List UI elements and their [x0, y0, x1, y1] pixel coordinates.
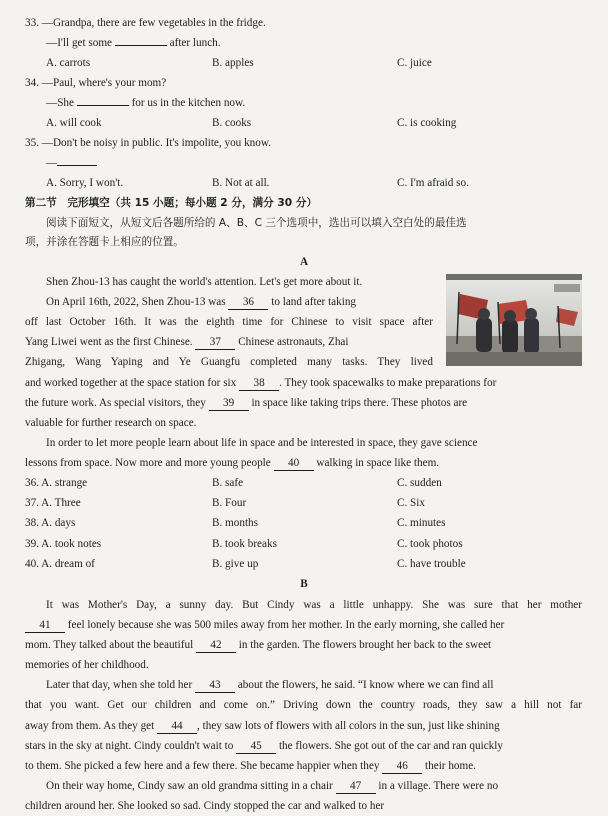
question-33-option-b[interactable]: B. apples [212, 57, 254, 69]
question-39-option-c[interactable]: C. took photos [397, 538, 463, 550]
question-33-option-c[interactable]: C. juice [397, 57, 432, 69]
question-38-option-b[interactable]: B. months [212, 517, 259, 529]
question-33-stem: 33. —Grandpa, there are few vegetables in the fridge. [25, 17, 266, 29]
blank-44[interactable]: 44 [157, 720, 197, 734]
question-34-reply: —She for us in the kitchen now. [46, 97, 246, 109]
question-36-option-a[interactable]: 36. A. strange [25, 477, 88, 489]
space-station-flags-photo [446, 274, 582, 366]
question-35-option-a[interactable]: A. Sorry, I won't. [46, 177, 124, 189]
question-37-option-c[interactable]: C. Six [397, 497, 425, 509]
passage-a-line-6: and worked together at the space station for six 38 . They took spacewalks to make preparations for [25, 377, 497, 389]
passage-a-line-5: Zhigang, Wang Yaping and Ye Guangfu completed many tasks. They lived [25, 356, 433, 368]
question-36-option-b[interactable]: B. safe [212, 477, 244, 489]
blank-41[interactable]: 41 [25, 619, 65, 633]
question-39-option-b[interactable]: B. took breaks [212, 538, 277, 550]
passage-b-line-2: 41 feel lonely because she was 500 miles away from her mother. In the early morning, she called her [25, 615, 504, 635]
question-36-option-c[interactable]: C. sudden [397, 477, 442, 489]
passage-b-line-6: that you want. Get our children and come on.” Driving down the country roads, they saw a hill not far [25, 699, 582, 711]
blank-45[interactable]: 45 [236, 740, 276, 754]
question-38-option-a[interactable]: 38. A. days [25, 517, 76, 529]
passage-b-line-7: away from them. As they get 44 , they saw lots of flowers with all colors in the sun, just like shining [25, 720, 500, 732]
question-40-option-b[interactable]: B. give up [212, 558, 259, 570]
question-34-option-c[interactable]: C. is cooking [397, 117, 457, 129]
section-title: 第二节 完形填空（共 15 小题；每小题 2 分，满分 30 分） [25, 197, 318, 209]
blank-34[interactable] [77, 105, 129, 106]
question-37-option-a[interactable]: 37. A. Three [25, 497, 81, 509]
passage-b-line-9: to them. She picked a few here and a few there. She became happier when they 46 their home. [25, 760, 476, 772]
passage-b-label: B [300, 578, 308, 590]
blank-40[interactable]: 40 [274, 457, 314, 471]
passage-a-line-4: Yang Liwei went as the first Chinese. 37 Chinese astronauts, Zhai [25, 336, 349, 348]
passage-b-line-8: stars in the sky at night. Cindy couldn't wait to 45 the flowers. She got out of the car and ran quickly [25, 740, 503, 752]
question-35-option-c[interactable]: C. I'm afraid so. [397, 177, 469, 189]
blank-47[interactable]: 47 [336, 780, 376, 794]
question-38-option-c[interactable]: C. minutes [397, 517, 446, 529]
passage-b-line-4: memories of her childhood. [25, 659, 149, 671]
section-instruction-line-1: 阅读下面短文，从短文后各题所给的 A、B、C 三个选项中，选出可以填入空白处的最佳选 [46, 217, 467, 229]
question-35-stem: 35. —Don't be noisy in public. It's impolite, you know. [25, 137, 271, 149]
question-37-option-b[interactable]: B. Four [212, 497, 247, 509]
blank-38[interactable]: 38 [239, 377, 279, 391]
blank-42[interactable]: 42 [196, 639, 236, 653]
passage-b-line-1: It was Mother's Day, a sunny day. But Cindy was a little unhappy. She was sure that her mother [46, 599, 582, 611]
blank-37[interactable]: 37 [195, 336, 235, 350]
question-34-option-b[interactable]: B. cooks [212, 117, 252, 129]
question-39-option-a[interactable]: 39. A. took notes [25, 538, 102, 550]
blank-33[interactable] [115, 45, 167, 46]
question-34-stem: 34. —Paul, where's your mom? [25, 77, 167, 89]
passage-b-line-10: On their way home, Cindy saw an old grandma sitting in a chair 47 in a village. There were no [46, 780, 499, 792]
question-35-reply: — [46, 153, 97, 173]
passage-b-line-5: Later that day, when she told her 43 about the flowers, he said. “I know where we can find all [46, 679, 494, 691]
passage-b-line-3: mom. They talked about the beautiful 42 in the garden. The flowers brought her back to the sweet [25, 639, 492, 651]
question-34-option-a[interactable]: A. will cook [46, 117, 102, 129]
blank-46[interactable]: 46 [382, 760, 422, 774]
passage-a-line-8: valuable for further research on space. [25, 417, 197, 429]
passage-a-line-10: lessons from space. Now more and more young people 40 walking in space like them. [25, 457, 440, 469]
passage-b-line-11: children around her. She looked so sad. Cindy stopped the car and walked to her [25, 800, 385, 812]
passage-a-line-1: Shen Zhou-13 has caught the world's attention. Let's get more about it. [46, 276, 363, 288]
passage-a-line-7: the future work. As special visitors, they 39 in space like taking trips there. These photos are [25, 397, 468, 409]
blank-36[interactable]: 36 [228, 296, 268, 310]
question-33-reply: —I'll get some after lunch. [46, 37, 221, 49]
passage-a-line-2: On April 16th, 2022, Shen Zhou-13 was 36 to land after taking [46, 296, 357, 308]
blank-35[interactable] [57, 165, 97, 166]
question-40-option-a[interactable]: 40. A. dream of [25, 558, 95, 570]
blank-39[interactable]: 39 [209, 397, 249, 411]
question-33-option-a[interactable]: A. carrots [46, 57, 91, 69]
passage-a-line-9: In order to let more people learn about life in space and be interested in space, they gave science [46, 437, 478, 449]
passage-a-label: A [299, 256, 309, 268]
passage-a-line-3: off last October 16th. It was the eighth time for Chinese to visit space after [25, 316, 433, 328]
blank-43[interactable]: 43 [195, 679, 235, 693]
section-instruction-line-2: 项，并涂在答题卡上相应的位置。 [25, 236, 184, 248]
question-40-option-c[interactable]: C. have trouble [397, 558, 466, 570]
question-35-option-b[interactable]: B. Not at all. [212, 177, 270, 189]
